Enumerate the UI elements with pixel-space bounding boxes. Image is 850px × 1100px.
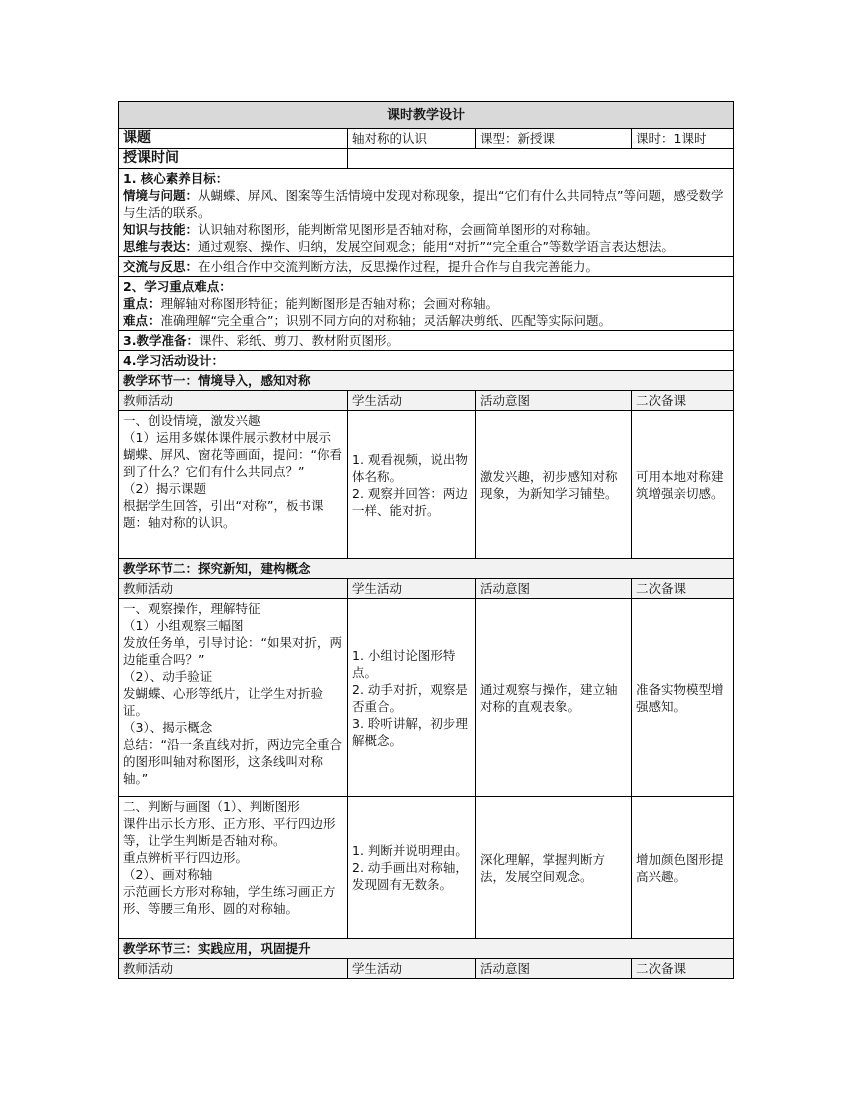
activity-intent: 激发兴趣，初步感知对称现象，为新知学习铺垫。: [476, 411, 632, 559]
teacher-activity-line: 根据学生回答，引出“对称”，板书课题：轴对称的认识。: [123, 498, 324, 530]
column-header-row: [119, 579, 734, 599]
student-activity: [348, 411, 476, 559]
segment-title-row: [119, 559, 734, 579]
goal-item: 思维与表达：通过观察、操作、归纳，发展空间观念；能用“对折”“完全重合”等数学语言表达想法。: [123, 239, 674, 254]
segment-title-row: [119, 371, 734, 391]
lesson-plan-table: [118, 101, 734, 979]
lesson-type: 课型：新授课: [476, 129, 632, 149]
activity-intent: 深化理解，掌握判断方法，发展空间观念。: [476, 797, 632, 939]
teacher-activity-line: 示范画长方形对称轴，学生练习画正方形、等腰三角形、圆的对称轴。: [123, 884, 336, 916]
title-row: [119, 102, 734, 129]
reflection-row: [119, 257, 734, 277]
student-activity: [348, 599, 476, 797]
student-activity: [348, 797, 476, 939]
column-header: 学生活动: [348, 391, 476, 411]
prep-row: [119, 331, 734, 351]
goal-item: 交流与反思：在小组合作中交流判断方法，反思操作过程，提升合作与自我完善能力。: [119, 257, 734, 277]
second-prep-note: 可用本地对称建筑增强亲切感。: [632, 411, 734, 559]
teacher-activity-line: （1）小组观察三幅图: [123, 618, 244, 633]
column-header: 活动意图: [476, 579, 632, 599]
segment-title-row: [119, 939, 734, 959]
time-row: [119, 149, 734, 169]
teacher-activity: [119, 599, 348, 797]
goal-item: 知识与技能：认识轴对称图形，能判断常见图形是否轴对称，会画简单图形的对称轴。: [123, 222, 599, 237]
keypoints-row: [119, 277, 734, 331]
goals-cell: [119, 169, 734, 257]
second-prep-note: 准备实物模型增强感知。: [632, 599, 734, 797]
activity-row: [119, 411, 734, 559]
segment-title: 教学环节三：实践应用，巩固提升: [119, 939, 734, 959]
teacher-activity-line: 课件出示长方形、正方形、平行四边形等，让学生判断是否轴对称。: [123, 816, 336, 848]
time-label: 授课时间: [119, 149, 348, 169]
activity-row: [119, 599, 734, 797]
goals-row: [119, 169, 734, 257]
lesson-plan-document: [118, 101, 733, 979]
keypoints-heading: 2、学习重点难点：: [123, 279, 232, 294]
student-activity-line: 1. 观看视频，说出物体名称。: [352, 451, 468, 484]
teacher-activity-line: （2）揭示课题: [123, 481, 206, 496]
teacher-activity-line: （1）运用多媒体课件展示教材中展示蝴蝶、屏风、窗花等画面，提问：“你看到了什么？它们有什么共同点？”: [123, 430, 342, 479]
keypoints-cell: [119, 277, 734, 331]
activity-row: [119, 797, 734, 939]
teacher-activity-line: （2）、画对称轴: [123, 867, 213, 882]
document-title: 课时教学设计: [119, 102, 734, 129]
keypoint-item: 重点：理解轴对称图形特征；能判断图形是否轴对称；会画对称轴。: [123, 296, 499, 311]
activity-heading: 4.学习活动设计：: [119, 351, 734, 371]
keypoint-item: 难点：准确理解“完全重合”；识别不同方向的对称轴；灵活解决剪纸、匹配等实际问题。: [123, 313, 611, 328]
segment-title: 教学环节二：探究新知，建构概念: [119, 559, 734, 579]
column-header: 学生活动: [348, 579, 476, 599]
topic-row: [119, 129, 734, 149]
column-header: 教师活动: [119, 959, 348, 979]
column-header-row: [119, 959, 734, 979]
column-header: 二次备课: [632, 391, 734, 411]
activity-heading-row: [119, 351, 734, 371]
teacher-activity-line: （3）、揭示概念: [123, 720, 213, 735]
column-header: 教师活动: [119, 391, 348, 411]
column-header-row: [119, 391, 734, 411]
student-activity-line: 1. 小组讨论图形特点。: [352, 647, 456, 680]
lesson-hours: 课时：1课时: [632, 129, 734, 149]
column-header: 教师活动: [119, 579, 348, 599]
teacher-activity-line: 二、判断与画图（1）、判断图形: [123, 799, 300, 814]
column-header: 活动意图: [476, 391, 632, 411]
student-activity-line: 2. 动手对折，观察是否重合。: [352, 681, 468, 714]
prep-cell: 3.教学准备：课件、彩纸、剪刀、教材附页图形。: [119, 331, 734, 351]
time-value: [348, 149, 734, 169]
student-activity-line: 1. 判断并说明理由。: [352, 843, 468, 858]
second-prep-note: 增加颜色图形提高兴趣。: [632, 797, 734, 939]
teacher-activity-line: （2）、动手验证: [123, 669, 213, 684]
teacher-activity-line: 一、观察操作，理解特征: [123, 601, 261, 616]
activity-intent: 通过观察与操作，建立轴对称的直观表象。: [476, 599, 632, 797]
teacher-activity: [119, 411, 348, 559]
column-header: 二次备课: [632, 959, 734, 979]
goal-item: 情境与问题：从蝴蝶、屏风、图案等生活情境中发现对称现象，提出“它们有什么共同特点”等问题，感受数学与生活的联系。: [123, 188, 724, 220]
teacher-activity-line: 一、创设情境，激发兴趣: [123, 413, 261, 428]
goals-heading: 1. 核心素养目标：: [123, 171, 229, 186]
teacher-activity-line: 发放任务单，引导讨论：“如果对折，两边能重合吗？”: [123, 635, 342, 667]
topic-value: 轴对称的认识: [348, 129, 476, 149]
teacher-activity-line: 发蝴蝶、心形等纸片，让学生对折验证。: [123, 686, 324, 718]
column-header: 活动意图: [476, 959, 632, 979]
column-header: 学生活动: [348, 959, 476, 979]
teacher-activity-line: 重点辨析平行四边形。: [123, 850, 249, 865]
segment-title: 教学环节一：情境导入，感知对称: [119, 371, 734, 391]
teacher-activity-line: 总结：“沿一条直线对折，两边完全重合的图形叫轴对称图形，这条线叫对称轴。”: [123, 737, 342, 786]
student-activity-line: 2. 观察并回答：两边一样、能对折。: [352, 485, 468, 518]
student-activity-line: 3. 聆听讲解，初步理解概念。: [352, 715, 468, 748]
teacher-activity: [119, 797, 348, 939]
column-header: 二次备课: [632, 579, 734, 599]
student-activity-line: 2. 动手画出对称轴，发现圆有无数条。: [352, 860, 468, 892]
topic-label: 课题: [119, 129, 348, 149]
